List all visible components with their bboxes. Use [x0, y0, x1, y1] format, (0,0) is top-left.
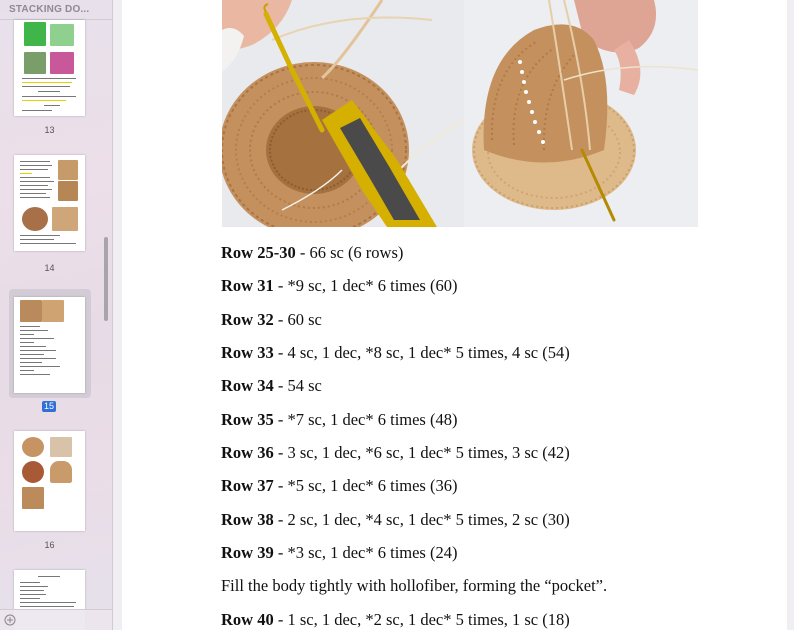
row-label: Row 31 [221, 276, 274, 295]
pdf-page [122, 0, 787, 630]
sidebar-footer [0, 609, 113, 630]
row-label: Row 35 [221, 410, 274, 429]
row-33-instruction [221, 343, 570, 363]
row-text: - *5 sc, 1 dec* 6 times (36) [273, 476, 458, 495]
page-thumbnail-15[interactable] [14, 297, 85, 393]
row-label: Row 40 [221, 610, 274, 629]
row-text: - 66 sc (6 rows) [295, 243, 404, 262]
row-40-instruction [221, 610, 570, 630]
page-number-14: 14 [44, 263, 55, 273]
row-31-instruction [221, 276, 457, 296]
row-label: Row 39 [221, 543, 274, 562]
row-37-instruction [221, 476, 457, 496]
row-label: Row 33 [221, 343, 274, 362]
page-thumbnail-14[interactable] [14, 155, 85, 251]
row-32-instruction [221, 310, 322, 330]
page-thumbnail-16[interactable] [14, 431, 85, 531]
row-label: Row 37 [221, 476, 274, 495]
row-text: - 3 sc, 1 dec, *6 sc, 1 dec* 5 times, 3 sc (42) [273, 443, 570, 462]
row-text: - 1 sc, 1 dec, *2 sc, 1 dec* 5 times, 1 sc (18) [273, 610, 570, 629]
row-text: - 2 sc, 1 dec, *4 sc, 1 dec* 5 times, 2 sc (30) [273, 510, 570, 529]
row-text: - *3 sc, 1 dec* 6 times (24) [273, 543, 458, 562]
row-34-instruction [221, 376, 322, 396]
row-25-30-instruction [221, 243, 403, 263]
instruction-text: Fill the body tightly with hollofiber, forming the “pocket”. [221, 576, 608, 595]
sidebar-scrollbar[interactable] [104, 237, 108, 321]
page-number-15: 15 [43, 401, 54, 411]
photo-icon [222, 0, 464, 227]
row-text: - 54 sc [273, 376, 322, 395]
row-label: Row 36 [221, 443, 274, 462]
row-label: Row 34 [221, 376, 274, 395]
thumbnail-sidebar [0, 0, 113, 630]
row-text: - *9 sc, 1 dec* 6 times (60) [273, 276, 458, 295]
row-text: - *7 sc, 1 dec* 6 times (48) [273, 410, 458, 429]
sidebar-header [0, 0, 113, 20]
row-text: - 4 sc, 1 dec, *8 sc, 1 dec* 5 times, 4 sc (54) [273, 343, 570, 362]
row-38-instruction [221, 510, 570, 530]
row-36-instruction [221, 443, 570, 463]
fill-body-instruction [221, 576, 607, 596]
row-label: Row 25-30 [221, 243, 296, 262]
page-number-16: 16 [44, 540, 55, 550]
row-label: Row 32 [221, 310, 274, 329]
add-circle-icon[interactable] [4, 614, 16, 626]
crochet-hat-brim-photo-left [222, 0, 464, 227]
row-text: - 60 sc [273, 310, 322, 329]
photo-icon [464, 0, 698, 227]
row-label: Row 38 [221, 510, 274, 529]
document-title: STACKING DO... [9, 4, 90, 15]
page-thumbnail-13[interactable] [14, 20, 85, 116]
crochet-hat-brim-photo-right [464, 0, 698, 227]
page-number-13: 13 [44, 125, 55, 135]
row-39-instruction [221, 543, 457, 563]
row-35-instruction [221, 410, 457, 430]
document-viewer[interactable] [113, 0, 794, 630]
